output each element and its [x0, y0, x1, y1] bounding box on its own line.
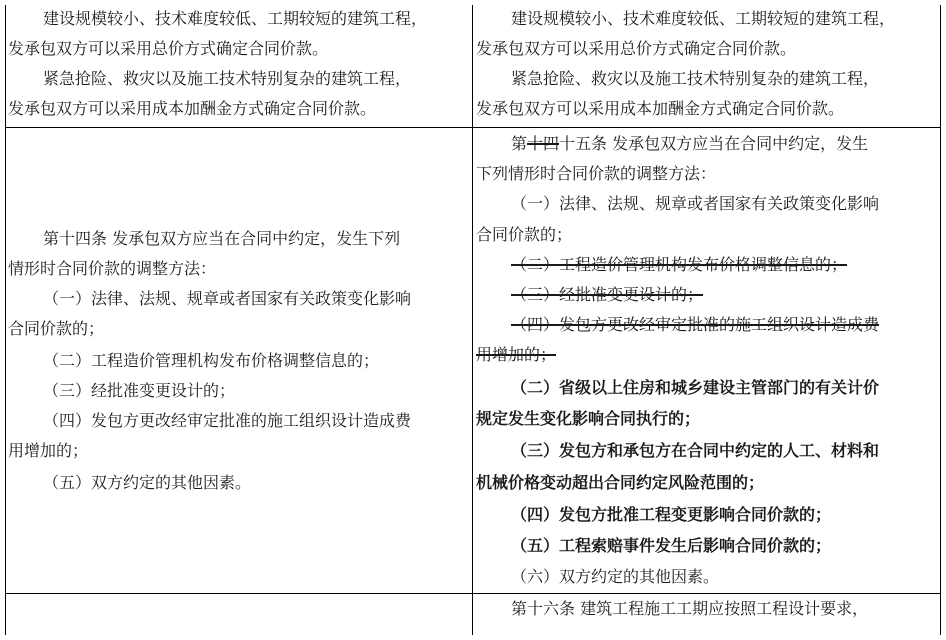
added-item-5: （五）工程索赔事件发生后影响合同价款的； — [511, 536, 832, 555]
row-divider-1 — [5, 127, 941, 128]
right-r2-line-2: 下列情形时合同价款的调整方法： — [476, 164, 717, 183]
left-r2-line-2: 情形时合同价款的调整方法： — [8, 259, 217, 278]
deleted-item-4: （四）发包方更改经审定批准的施工组织设计造成费 — [511, 315, 880, 334]
left-item-1: （一）法律、法规、规章或者国家有关政策变化影响 — [43, 289, 412, 308]
right-r1-line-3: 紧急抢险、救灾以及施工技术特别复杂的建筑工程， — [511, 69, 880, 88]
deleted-item-4-cont: 用增加的； — [476, 345, 557, 364]
article-15-deleted-number: 十四 — [527, 134, 560, 153]
article-15-prefix: 第 — [511, 134, 528, 153]
added-item-2-cont: 规定发生变化影响合同执行的； — [476, 409, 701, 428]
deleted-item-2: （二）工程造价管理机构发布价格调整信息的； — [511, 255, 848, 274]
right-item-6: （六）双方约定的其他因素。 — [511, 567, 720, 586]
right-article-15-heading — [511, 133, 868, 157]
left-r1-line-1: 建设规模较小、技术难度较低、工期较短的建筑工程， — [43, 9, 428, 28]
left-r1-line-4: 发承包双方可以采用成本加酬金方式确定合同价款。 — [8, 99, 377, 118]
right-r1-line-2: 发承包双方可以采用总价方式确定合同价款。 — [476, 39, 797, 58]
right-r1-line-1: 建设规模较小、技术难度较低、工期较短的建筑工程， — [511, 9, 896, 28]
added-item-3: （三）发包方和承包方在合同中约定的人工、材料和 — [511, 441, 880, 460]
left-item-5: （五）双方约定的其他因素。 — [43, 473, 252, 492]
added-item-3-cont: 机械价格变动超出合同约定风险范围的； — [476, 473, 765, 492]
deleted-item-3: （三）经批准变更设计的； — [511, 285, 704, 304]
left-article-14-heading: 第十四条 发承包双方应当在合同中约定，发生下列 — [43, 229, 401, 248]
left-item-2: （二）工程造价管理机构发布价格调整信息的； — [43, 351, 380, 370]
added-item-2: （二）省级以上住房和城乡建设主管部门的有关计价 — [511, 378, 880, 397]
left-item-3: （三）经批准变更设计的； — [43, 381, 236, 400]
row-divider-2 — [5, 593, 941, 594]
table-border-right — [940, 5, 941, 635]
table-border-left — [5, 5, 6, 635]
left-item-4: （四）发包方更改经审定批准的施工组织设计造成费 — [43, 411, 412, 430]
left-item-4-cont: 用增加的； — [8, 441, 89, 460]
right-article-16-heading: 第十六条 建筑工程施工工期应按照工程设计要求， — [511, 599, 869, 618]
left-r1-line-2: 发承包双方可以采用总价方式确定合同价款。 — [8, 39, 329, 58]
article-15-heading-rest: 十五条 发承包双方应当在合同中约定，发生 — [559, 134, 869, 153]
left-r1-line-3: 紧急抢险、救灾以及施工技术特别复杂的建筑工程， — [43, 69, 412, 88]
right-r1-line-4: 发承包双方可以采用成本加酬金方式确定合同价款。 — [476, 99, 845, 118]
right-item-1: （一）法律、法规、规章或者国家有关政策变化影响 — [511, 194, 880, 213]
right-item-1-cont: 合同价款的； — [476, 225, 573, 244]
left-item-1-cont: 合同价款的； — [8, 319, 105, 338]
added-item-4: （四）发包方批准工程变更影响合同价款的； — [511, 505, 832, 524]
table-divider-middle — [472, 5, 473, 635]
